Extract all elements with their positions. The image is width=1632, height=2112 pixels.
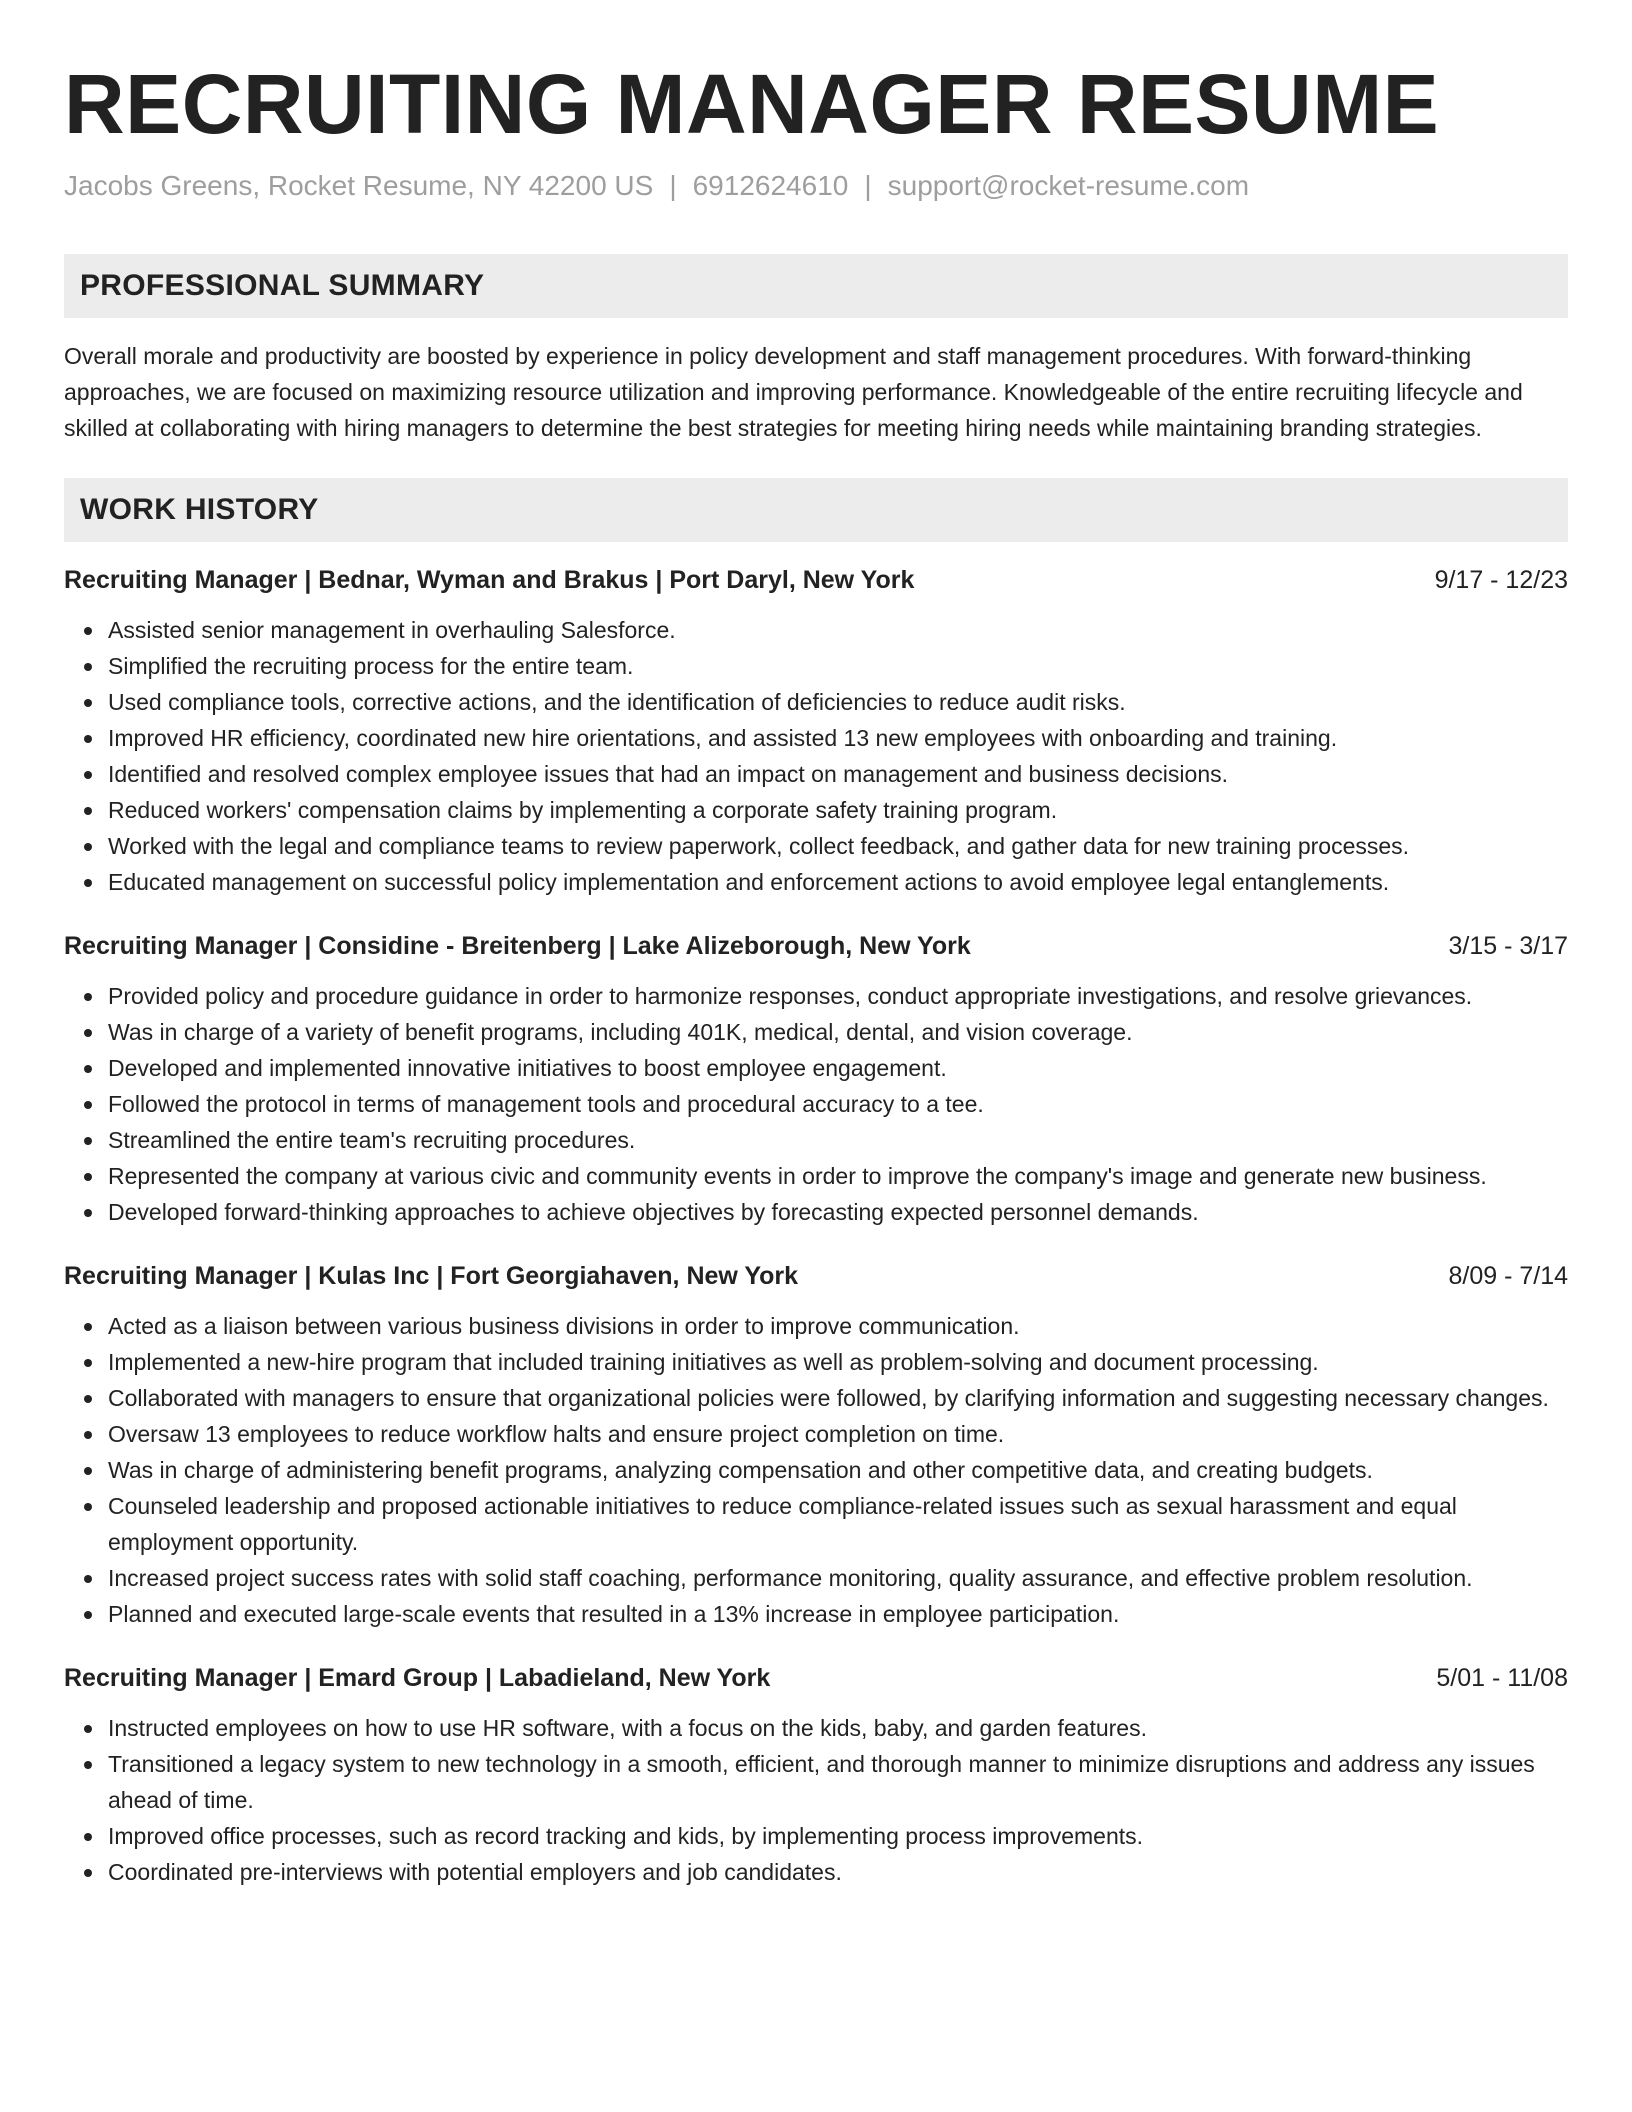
- job-bullet-text: Educated management on successful policy implementation and enforcement actions to avoid employee legal entanglements.: [108, 869, 1390, 895]
- resume-page: [64, 0, 1568, 1890]
- job-bullet: [108, 612, 1568, 648]
- bullet-dot-icon: [84, 771, 92, 779]
- bullet-dot-icon: [84, 699, 92, 707]
- job-bullet: [108, 1854, 1568, 1890]
- job-bullet-text: Streamlined the entire team's recruiting procedures.: [108, 1127, 636, 1153]
- job-bullet-text: Implemented a new-hire program that included training initiatives as well as problem-solving and document processing.: [108, 1349, 1319, 1375]
- job-bullet-text: Assisted senior management in overhauling Salesforce.: [108, 617, 676, 643]
- contact-email: support@rocket-resume.com: [887, 170, 1250, 201]
- resume-title: RECRUITING MANAGER RESUME: [64, 57, 1440, 151]
- bullet-dot-icon: [84, 1395, 92, 1403]
- bullet-dot-icon: [84, 663, 92, 671]
- job-entry: [64, 928, 1568, 1230]
- contact-separator: |: [864, 170, 872, 201]
- job-bullet-text: Reduced workers' compensation claims by implementing a corporate safety training program.: [108, 797, 1058, 823]
- bullet-dot-icon: [84, 627, 92, 635]
- bullet-dot-icon: [84, 1209, 92, 1217]
- job-header: [64, 562, 1568, 598]
- job-bullet: [108, 1158, 1568, 1194]
- job-bullet-text: Worked with the legal and compliance teams to review paperwork, collect feedback, and gather data for new training processes.: [108, 833, 1410, 859]
- job-bullet: [108, 1746, 1568, 1818]
- bullet-dot-icon: [84, 1137, 92, 1145]
- job-bullet: [108, 1818, 1568, 1854]
- contact-address: Jacobs Greens, Rocket Resume, NY 42200 US: [64, 170, 654, 201]
- job-bullet-text: Developed and implemented innovative initiatives to boost employee engagement.: [108, 1055, 947, 1081]
- bullet-dot-icon: [84, 1611, 92, 1619]
- job-dates: 9/17 - 12/23: [1434, 566, 1568, 594]
- job-title: Recruiting Manager | Kulas Inc | Fort Georgiahaven, New York: [64, 1262, 799, 1290]
- work-history-list: [64, 562, 1568, 1890]
- job-entry: [64, 1660, 1568, 1890]
- bullet-dot-icon: [84, 1833, 92, 1841]
- bullet-dot-icon: [84, 1359, 92, 1367]
- job-title: Recruiting Manager | Emard Group | Labadieland, New York: [64, 1664, 771, 1692]
- job-bullet-text: Improved office processes, such as record tracking and kids, by implementing process improvements.: [108, 1823, 1144, 1849]
- job-bullet: [108, 828, 1568, 864]
- job-bullet-text: Was in charge of a variety of benefit programs, including 401K, medical, dental, and vision coverage.: [108, 1019, 1133, 1045]
- job-bullet: [108, 1194, 1568, 1230]
- job-bullet-list: [64, 978, 1568, 1230]
- job-bullet-text: Acted as a liaison between various business divisions in order to improve communication.: [108, 1313, 1020, 1339]
- contact-phone: 6912624610: [692, 170, 849, 201]
- job-bullet: [108, 1380, 1568, 1416]
- bullet-dot-icon: [84, 1503, 92, 1511]
- bullet-dot-icon: [84, 735, 92, 743]
- job-bullet-text: Planned and executed large-scale events that resulted in a 13% increase in employee participation.: [108, 1601, 1120, 1627]
- job-bullet-text: Simplified the recruiting process for the entire team.: [108, 653, 634, 679]
- section-header-work-history: WORK HISTORY: [64, 478, 1568, 542]
- bullet-dot-icon: [84, 1869, 92, 1877]
- bullet-dot-icon: [84, 1029, 92, 1037]
- bullet-dot-icon: [84, 993, 92, 1001]
- job-title: Recruiting Manager | Bednar, Wyman and Brakus | Port Daryl, New York: [64, 566, 915, 594]
- bullet-dot-icon: [84, 1101, 92, 1109]
- job-bullet: [108, 1050, 1568, 1086]
- bullet-dot-icon: [84, 1173, 92, 1181]
- bullet-dot-icon: [84, 1065, 92, 1073]
- bullet-dot-icon: [84, 1323, 92, 1331]
- job-bullet: [108, 1710, 1568, 1746]
- job-bullet: [108, 792, 1568, 828]
- job-bullet: [108, 684, 1568, 720]
- section-header-summary: PROFESSIONAL SUMMARY: [64, 254, 1568, 318]
- job-bullet-text: Counseled leadership and proposed actionable initiatives to reduce compliance-related issues such as sexual harassment and equal employment opportunity.: [108, 1493, 1457, 1555]
- job-header: [64, 1258, 1568, 1294]
- job-bullet-text: Identified and resolved complex employee issues that had an impact on management and business decisions.: [108, 761, 1229, 787]
- job-bullet: [108, 648, 1568, 684]
- job-entry: [64, 562, 1568, 900]
- job-bullet-text: Represented the company at various civic and community events in order to improve the company's image and generate new business.: [108, 1163, 1487, 1189]
- job-bullet: [108, 1416, 1568, 1452]
- bullet-dot-icon: [84, 1725, 92, 1733]
- job-bullet-text: Coordinated pre-interviews with potential employers and job candidates.: [108, 1859, 842, 1885]
- job-bullet: [108, 1308, 1568, 1344]
- job-bullet-text: Transitioned a legacy system to new technology in a smooth, efficient, and thorough manner to minimize disruptions and address any issues ahead of time.: [108, 1751, 1535, 1813]
- job-bullet-text: Provided policy and procedure guidance in order to harmonize responses, conduct appropriate investigations, and resolve grievances.: [108, 983, 1473, 1009]
- job-bullet: [108, 978, 1568, 1014]
- contact-line: [64, 168, 1568, 204]
- job-title: Recruiting Manager | Considine - Breitenberg | Lake Alizeborough, New York: [64, 932, 971, 960]
- job-bullet-text: Developed forward-thinking approaches to achieve objectives by forecasting expected personnel demands.: [108, 1199, 1199, 1225]
- job-bullet-text: Followed the protocol in terms of management tools and procedural accuracy to a tee.: [108, 1091, 984, 1117]
- job-bullet: [108, 720, 1568, 756]
- job-bullet-text: Collaborated with managers to ensure that organizational policies were followed, by clarifying information and suggesting necessary changes.: [108, 1385, 1549, 1411]
- job-bullet-text: Instructed employees on how to use HR software, with a focus on the kids, baby, and garden features.: [108, 1715, 1147, 1741]
- job-dates: 5/01 - 11/08: [1436, 1664, 1568, 1692]
- job-bullet-list: [64, 1710, 1568, 1890]
- job-bullet: [108, 1122, 1568, 1158]
- job-bullet: [108, 864, 1568, 900]
- job-entry: [64, 1258, 1568, 1632]
- job-bullet: [108, 1596, 1568, 1632]
- job-header: [64, 928, 1568, 964]
- job-bullet: [108, 756, 1568, 792]
- bullet-dot-icon: [84, 1431, 92, 1439]
- job-bullet: [108, 1014, 1568, 1050]
- job-bullet: [108, 1560, 1568, 1596]
- bullet-dot-icon: [84, 807, 92, 815]
- bullet-dot-icon: [84, 1575, 92, 1583]
- bullet-dot-icon: [84, 1467, 92, 1475]
- job-bullet-text: Increased project success rates with solid staff coaching, performance monitoring, quality assurance, and effective problem resolution.: [108, 1565, 1473, 1591]
- job-header: [64, 1660, 1568, 1696]
- job-dates: 3/15 - 3/17: [1448, 932, 1568, 960]
- job-bullet-list: [64, 1308, 1568, 1632]
- job-bullet: [108, 1086, 1568, 1122]
- job-bullet: [108, 1344, 1568, 1380]
- bullet-dot-icon: [84, 843, 92, 851]
- bullet-dot-icon: [84, 1761, 92, 1769]
- bullet-dot-icon: [84, 879, 92, 887]
- job-bullet-text: Improved HR efficiency, coordinated new hire orientations, and assisted 13 new employees with onboarding and training.: [108, 725, 1338, 751]
- summary-text: Overall morale and productivity are boosted by experience in policy development and staff management procedures. With forward-thinking approaches, we are focused on maximizing resource utilization and improving performance. Knowledgeable of the entire recruiting lifecycle and skilled at collaborating with hiring managers to determine the best strategies for meeting hiring needs while maintaining branding strategies.: [64, 343, 1523, 441]
- contact-separator: |: [669, 170, 677, 201]
- job-bullet: [108, 1488, 1568, 1560]
- job-bullet-text: Oversaw 13 employees to reduce workflow halts and ensure project completion on time.: [108, 1421, 1005, 1447]
- job-bullet: [108, 1452, 1568, 1488]
- job-bullet-text: Was in charge of administering benefit programs, analyzing compensation and other competitive data, and creating budgets.: [108, 1457, 1373, 1483]
- job-bullet-text: Used compliance tools, corrective actions, and the identification of deficiencies to reduce audit risks.: [108, 689, 1126, 715]
- job-dates: 8/09 - 7/14: [1448, 1262, 1568, 1290]
- job-bullet-list: [64, 612, 1568, 900]
